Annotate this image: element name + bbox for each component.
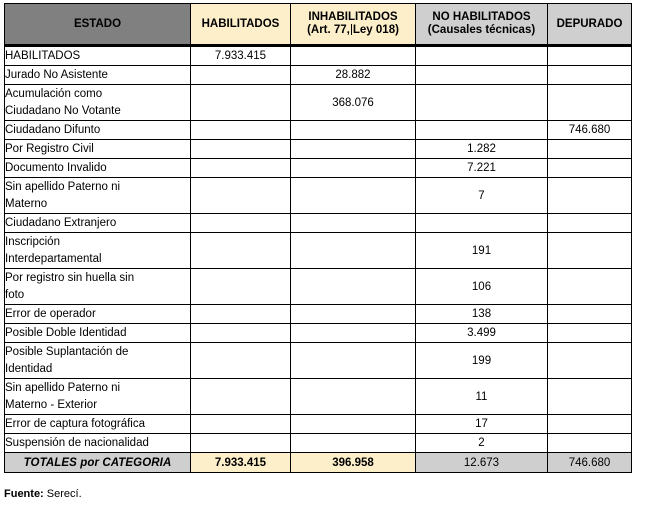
cell-no-habilitados[interactable]: [416, 214, 548, 233]
table-row[interactable]: [5, 46, 632, 66]
cell-depurado[interactable]: [548, 214, 632, 233]
cell-depurado[interactable]: 746.680: [548, 121, 632, 140]
cell-estado[interactable]: [5, 434, 191, 453]
cell-inhabilitados[interactable]: [291, 46, 416, 66]
table-row[interactable]: [5, 324, 632, 343]
cell-estado-line2: foto: [5, 288, 25, 301]
cell-estado-line1: Error de operador: [5, 307, 96, 320]
table-header-row: [5, 4, 632, 46]
cell-habilitados[interactable]: [191, 269, 291, 305]
table-row[interactable]: [5, 214, 632, 233]
cell-estado-line1: Acumulación como: [5, 87, 103, 100]
cell-inhabilitados[interactable]: [291, 379, 416, 415]
cell-depurado[interactable]: [548, 46, 632, 66]
totals-no-habilitados[interactable]: 12.673: [416, 453, 548, 473]
cell-inhabilitados[interactable]: [291, 324, 416, 343]
cell-estado-line1: Suspensión de nacionalidad: [5, 436, 149, 449]
cell-no-habilitados[interactable]: 7: [416, 178, 548, 214]
cell-estado-line2: Materno - Exterior: [5, 398, 98, 411]
cell-inhabilitados[interactable]: [291, 269, 416, 305]
totals-depurado[interactable]: 746.680: [548, 453, 632, 473]
cell-estado-line1: Ciudadano Difunto: [5, 123, 101, 136]
column-header-no-habilitados[interactable]: [416, 4, 548, 46]
cell-estado[interactable]: [5, 66, 191, 85]
voter-registry-table: [4, 3, 632, 473]
cell-habilitados[interactable]: [191, 233, 291, 269]
cell-no-habilitados[interactable]: 11: [416, 379, 548, 415]
table-row[interactable]: [5, 343, 632, 379]
cell-estado[interactable]: [5, 178, 191, 214]
cell-estado[interactable]: [5, 343, 191, 379]
cell-no-habilitados[interactable]: 1.282: [416, 140, 548, 159]
cell-habilitados[interactable]: [191, 379, 291, 415]
table-row[interactable]: [5, 305, 632, 324]
table-row[interactable]: [5, 121, 632, 140]
cell-inhabilitados[interactable]: [291, 415, 416, 434]
cell-depurado[interactable]: [548, 233, 632, 269]
cell-inhabilitados[interactable]: [291, 343, 416, 379]
cell-no-habilitados[interactable]: 199: [416, 343, 548, 379]
cell-estado-line1: Inscripción: [5, 235, 60, 248]
source-note-value: Serecí.: [43, 488, 82, 500]
column-header-estado-label: ESTADO: [73, 17, 122, 30]
cell-estado[interactable]: [5, 140, 191, 159]
text-cursor-icon: [351, 24, 352, 35]
column-header-habilitados-label: HABILITADOS: [201, 17, 280, 30]
cell-no-habilitados[interactable]: 17: [416, 415, 548, 434]
cell-depurado[interactable]: [548, 343, 632, 379]
totals-inhabilitados[interactable]: 396.958: [291, 453, 416, 473]
cell-estado[interactable]: [5, 85, 191, 121]
cell-inhabilitados[interactable]: [291, 121, 416, 140]
cell-estado-line2: Materno: [5, 197, 48, 210]
cell-inhabilitados[interactable]: [291, 434, 416, 453]
cell-depurado[interactable]: [548, 159, 632, 178]
cell-no-habilitados[interactable]: 2: [416, 434, 548, 453]
cell-depurado[interactable]: [548, 434, 632, 453]
column-header-depurado-label: DEPURADO: [556, 17, 623, 30]
cell-depurado[interactable]: [548, 178, 632, 214]
cell-habilitados[interactable]: [191, 415, 291, 434]
cell-habilitados[interactable]: [191, 178, 291, 214]
cell-estado-line2: Interdepartamental: [5, 252, 102, 265]
column-header-depurado[interactable]: [548, 4, 632, 46]
cell-estado[interactable]: [5, 159, 191, 178]
cell-estado[interactable]: [5, 233, 191, 269]
cell-estado-line1: Sin apellido Paterno ni: [5, 180, 121, 193]
cell-depurado[interactable]: [548, 85, 632, 121]
cell-habilitados[interactable]: [191, 434, 291, 453]
table-row[interactable]: [5, 140, 632, 159]
cell-habilitados[interactable]: 7.933.415: [191, 46, 291, 66]
column-header-inhabilitados-sublabel-part2: Ley 018): [352, 24, 399, 36]
table-row[interactable]: [5, 434, 632, 453]
table-body: [5, 46, 632, 473]
cell-no-habilitados[interactable]: 138: [416, 305, 548, 324]
totals-habilitados[interactable]: 7.933.415: [191, 453, 291, 473]
cell-depurado[interactable]: [548, 415, 632, 434]
cell-estado-line1: Por Registro Civil: [5, 142, 94, 155]
cell-inhabilitados[interactable]: [291, 159, 416, 178]
cell-estado[interactable]: [5, 46, 191, 66]
cell-estado[interactable]: [5, 121, 191, 140]
cell-estado-line1: Por registro sin huella sin: [5, 271, 135, 284]
column-header-estado[interactable]: [5, 4, 191, 46]
cell-estado-line1: Error de captura fotográfica: [5, 417, 145, 430]
cell-no-habilitados[interactable]: [416, 46, 548, 66]
cell-inhabilitados[interactable]: [291, 214, 416, 233]
cell-depurado[interactable]: [548, 66, 632, 85]
cell-estado[interactable]: [5, 269, 191, 305]
table-row[interactable]: [5, 233, 632, 269]
cell-habilitados[interactable]: [191, 159, 291, 178]
table-row[interactable]: [5, 85, 632, 121]
cell-estado-line1: Sin apellido Paterno ni: [5, 381, 121, 394]
table-row[interactable]: [5, 415, 632, 434]
source-note: [4, 487, 82, 501]
cell-depurado[interactable]: [548, 140, 632, 159]
table-row[interactable]: [5, 159, 632, 178]
cell-no-habilitados[interactable]: [416, 66, 548, 85]
table-row[interactable]: [5, 178, 632, 214]
totals-row[interactable]: [5, 453, 632, 473]
cell-habilitados[interactable]: [191, 324, 291, 343]
column-header-no-habilitados-sublabel: (Causales técnicas): [427, 24, 536, 36]
cell-depurado[interactable]: [548, 379, 632, 415]
cell-habilitados[interactable]: [191, 121, 291, 140]
cell-inhabilitados[interactable]: [291, 233, 416, 269]
column-header-inhabilitados-sublabel: [293, 24, 413, 37]
cell-estado[interactable]: [5, 379, 191, 415]
column-header-no-habilitados-label: NO HABILITADOS: [432, 11, 531, 23]
cell-inhabilitados[interactable]: [291, 305, 416, 324]
cell-estado[interactable]: [5, 214, 191, 233]
column-header-habilitados[interactable]: [191, 4, 291, 46]
cell-no-habilitados[interactable]: 106: [416, 269, 548, 305]
cell-inhabilitados[interactable]: [291, 178, 416, 214]
cell-depurado[interactable]: [548, 324, 632, 343]
cell-no-habilitados[interactable]: [416, 85, 548, 121]
cell-depurado[interactable]: [548, 305, 632, 324]
cell-estado-line1: Posible Suplantación de: [5, 345, 129, 358]
cell-estado-line2: Identidad: [5, 362, 53, 375]
cell-no-habilitados[interactable]: 7.221: [416, 159, 548, 178]
cell-estado[interactable]: [5, 305, 191, 324]
column-header-inhabilitados-label: INHABILITADOS: [308, 11, 398, 23]
table-header: [5, 4, 632, 46]
totals-label: TOTALES por CATEGORIA: [5, 453, 191, 473]
cell-habilitados[interactable]: [191, 214, 291, 233]
cell-estado-line1: Ciudadano Extranjero: [5, 216, 117, 229]
cell-habilitados[interactable]: [191, 66, 291, 85]
column-header-inhabilitados[interactable]: [291, 4, 416, 46]
source-note-label: Fuente:: [4, 488, 44, 500]
cell-estado[interactable]: [5, 324, 191, 343]
cell-habilitados[interactable]: [191, 85, 291, 121]
column-header-inhabilitados-sublabel-part1: (Art. 77,: [307, 24, 350, 36]
cell-estado-line1: Jurado No Asistente: [5, 68, 108, 81]
cell-estado-line1: Posible Doble Identidad: [5, 326, 127, 339]
cell-estado-line2: Ciudadano No Votante: [5, 104, 121, 117]
cell-habilitados[interactable]: [191, 343, 291, 379]
cell-habilitados[interactable]: [191, 140, 291, 159]
cell-inhabilitados[interactable]: 28.882: [291, 66, 416, 85]
table-row[interactable]: [5, 66, 632, 85]
cell-depurado[interactable]: [548, 269, 632, 305]
cell-no-habilitados[interactable]: [416, 121, 548, 140]
cell-no-habilitados[interactable]: 191: [416, 233, 548, 269]
cell-estado[interactable]: [5, 415, 191, 434]
cell-no-habilitados[interactable]: 3.499: [416, 324, 548, 343]
table-row[interactable]: [5, 269, 632, 305]
cell-habilitados[interactable]: [191, 305, 291, 324]
cell-estado-line1: Documento Invalido: [5, 161, 107, 174]
cell-estado-line1: HABILITADOS: [5, 49, 81, 62]
cell-inhabilitados[interactable]: 368.076: [291, 85, 416, 121]
table-row[interactable]: [5, 379, 632, 415]
cell-inhabilitados[interactable]: [291, 140, 416, 159]
